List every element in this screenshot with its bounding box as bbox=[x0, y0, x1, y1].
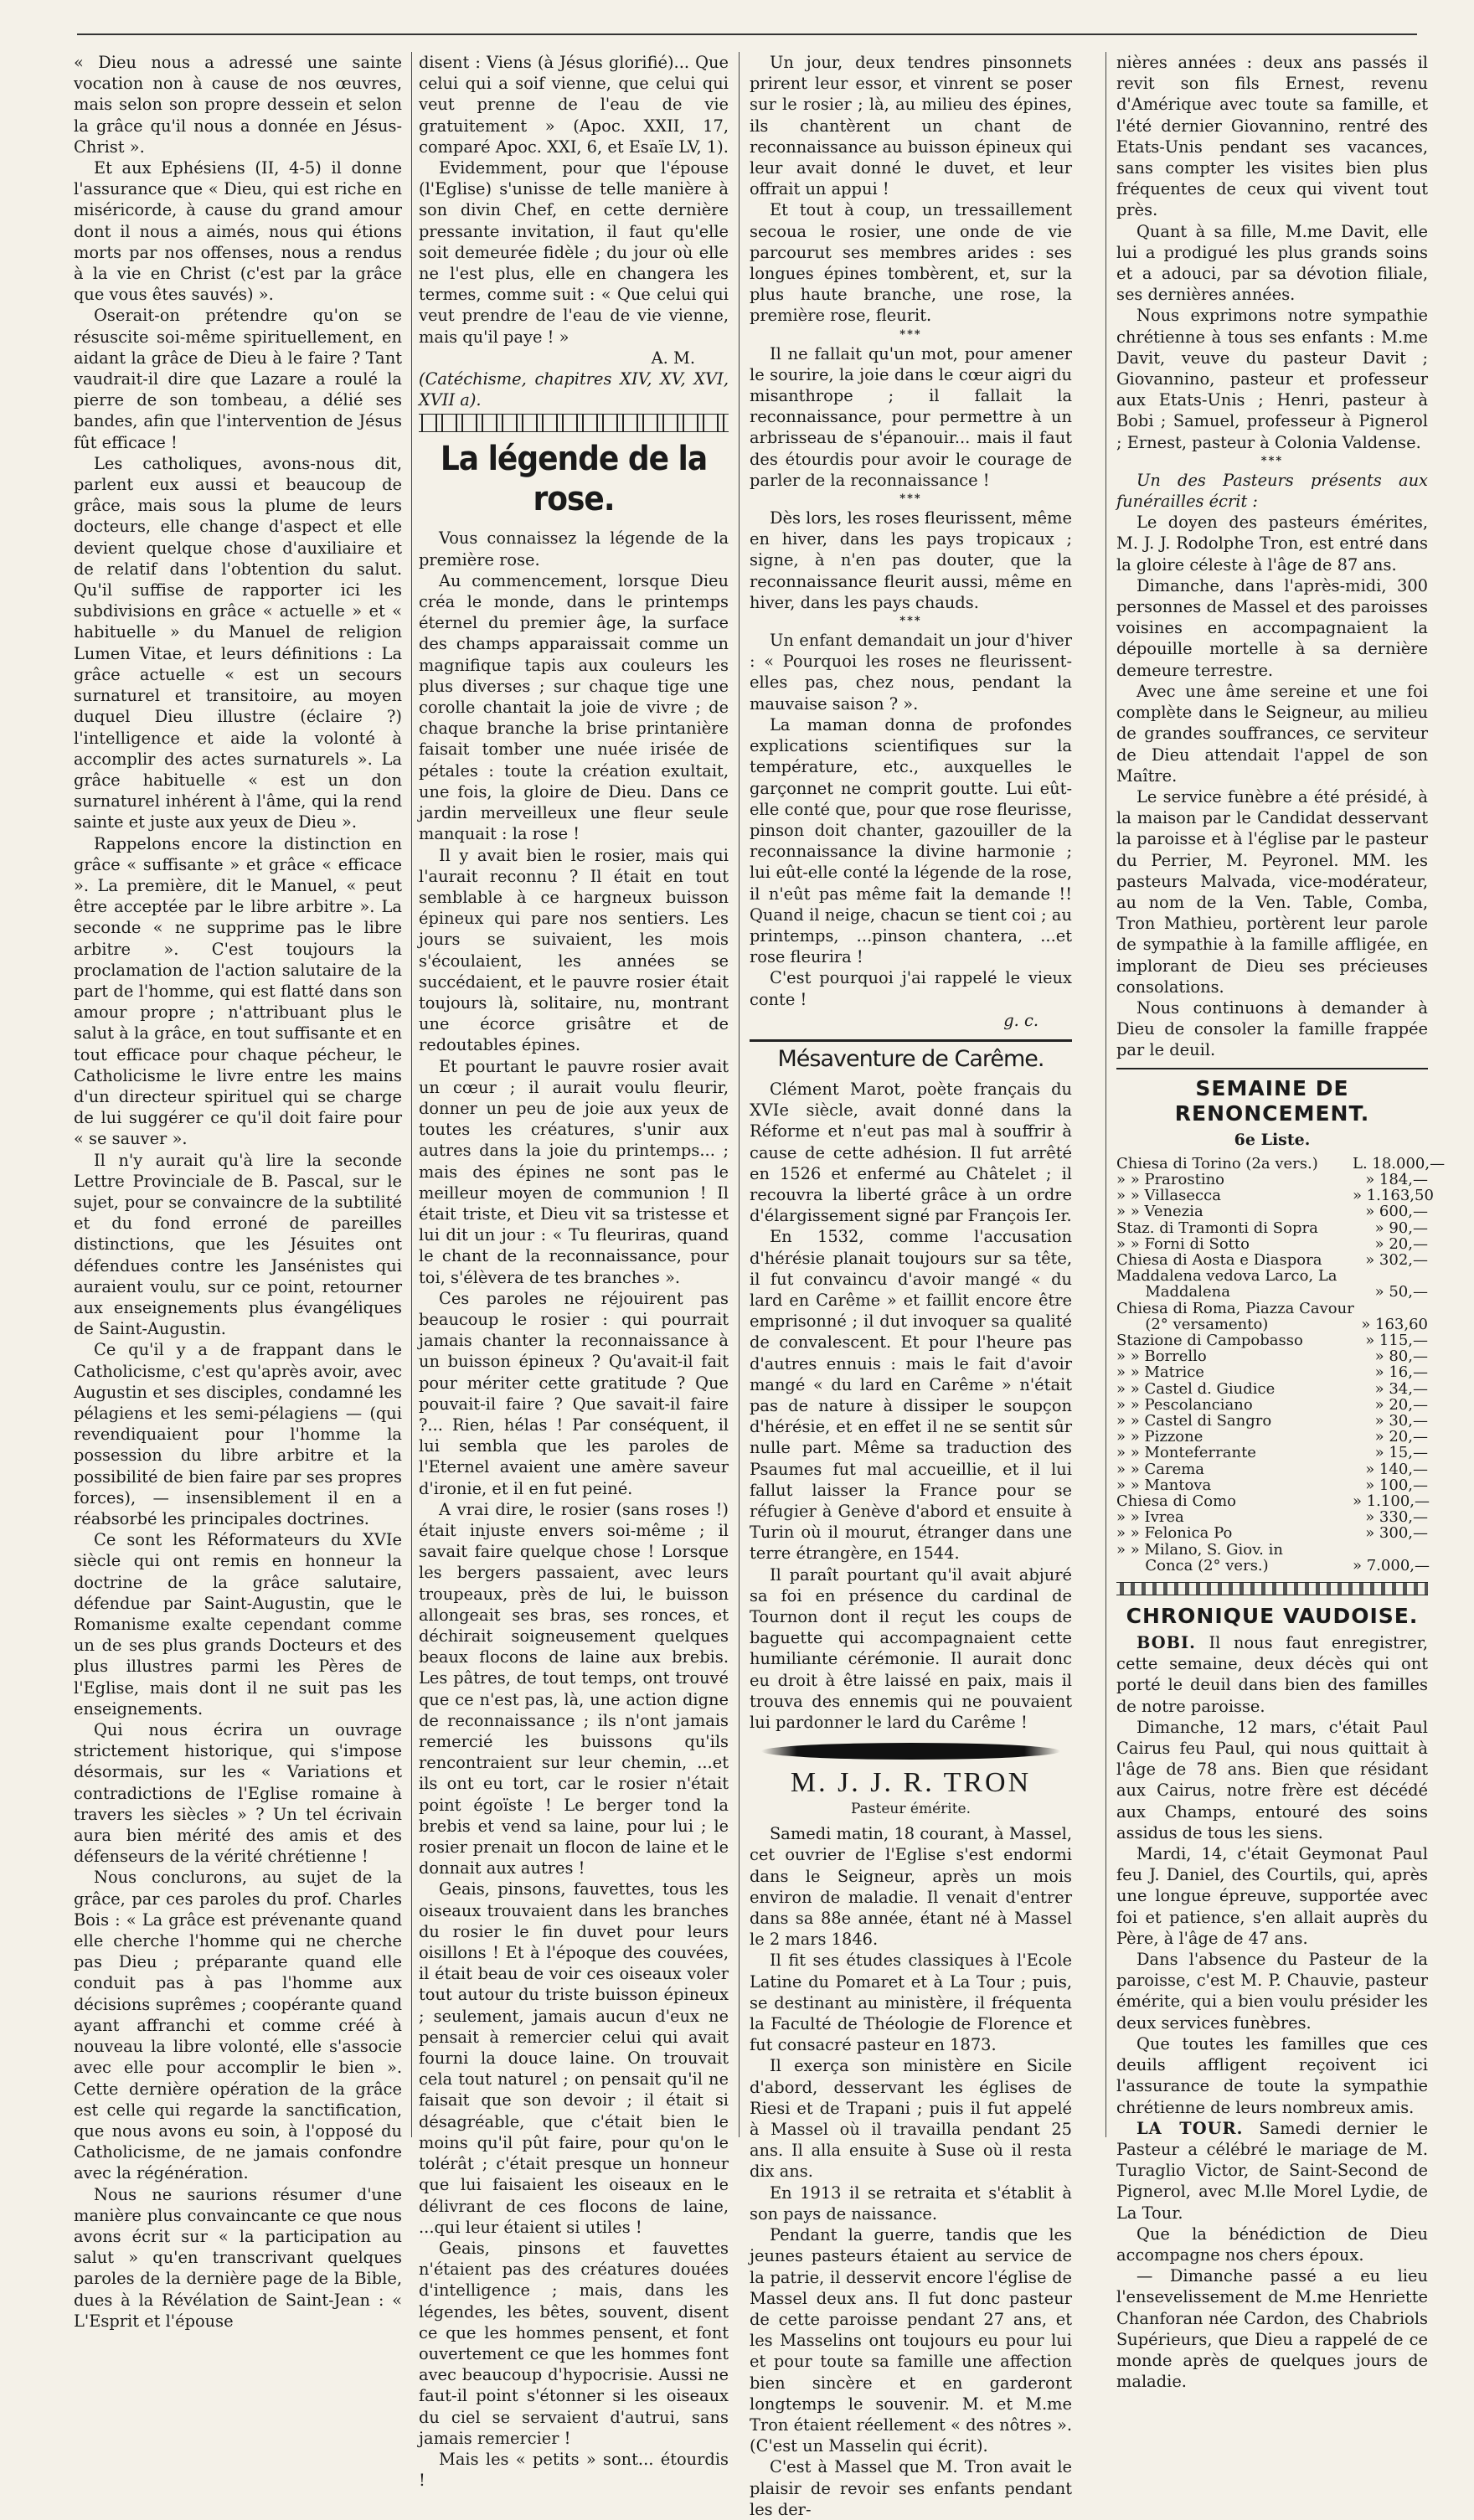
bobi-heading: BOBI. bbox=[1136, 1633, 1196, 1653]
section-stars: *** bbox=[899, 615, 922, 628]
paragraph: C'est pourquoi j'ai rappelé le vieux conte ! bbox=[750, 968, 1072, 1009]
donation-amount: » 100,— bbox=[1365, 1476, 1428, 1494]
ornamental-divider bbox=[761, 1743, 1060, 1760]
donation-amount: » 20,— bbox=[1374, 1234, 1428, 1253]
paragraph: — Dimanche passé a eu lieu l'ensevelissement de M.me Henriette Chanforan née Cardon, des Chabriols Supérieurs, que Dieu a rappelé de ce monde après de quelques jours de maladie. bbox=[1116, 2266, 1428, 2392]
paragraph: Il n'y aurait qu'à lire la seconde Lettre Provinciale de B. Pascal, sur le sujet, pour se convaincre de la subtilité et du fond erroné de pareilles distinctions, que les Jésuites ont défendues contre les Jansénistes qui auraient voulu, sur ce point, retourner aux enseignements plus évangéliques de Saint-Augustin. bbox=[74, 1150, 402, 1339]
donation-row bbox=[1116, 1154, 1446, 1172]
donation-label: » » Venezia bbox=[1116, 1203, 1203, 1221]
donation-label: Chiesa di Como bbox=[1116, 1492, 1236, 1511]
section-stars: *** bbox=[1260, 454, 1284, 467]
donation-label: » » Villasecca bbox=[1116, 1187, 1221, 1205]
article-signature: A. M. bbox=[651, 348, 695, 368]
donation-row bbox=[1116, 1172, 1428, 1188]
paragraph: Nous exprimons notre sympathie chrétienne à tous ses enfants : M.me Davit, veuve du pasteur Davit ; Giovannino, pasteur et professeur aux Etats-Unis ; Henri, pasteur à Bobi ; Samuel, professeur à Pignerol ; Ernest, pasteur à Colonia Valdense. bbox=[1116, 306, 1428, 452]
paragraph: Les catholiques, avons-nous dit, parlent eux aussi et beaucoup de grâce, mais sous la plume de leurs docteurs, elle change d'aspect et elle devient quelque chose d'auxiliaire et de relatif dans l'obtention du salut. Qu'il suffise de rapporter ici les subdivisions en grâce « actuelle » et « habituelle » du Manuel de religion Lumen Vitae, et leurs définitions : La grâce actuelle « est un secours surnaturel et transitoire, au moyen duquel Dieu illustre (éclaire ?) l'intelligence et aide la volonté à accomplir des actes surnaturels ». La grâce habituelle « est un don surnaturel inhérent à l'âme, qui la rend sainte et juste aux yeux de Dieu ». bbox=[74, 453, 402, 832]
donation-label: » » Pescolanciano bbox=[1116, 1395, 1253, 1414]
paragraph: Il fit ses études classiques à l'Ecole Latine du Pomaret et à La Tour ; puis, se destinant au ministère, il fréquenta la Faculté de Théologie de Florence et fut consacré pasteur en 1873. bbox=[750, 1951, 1072, 2055]
paragraph: La maman donna de profondes explications scientifiques sur la température, etc., auxquelles le garçonnet ne comprit goutte. Lui eût-elle conté que, pour que rose fleurisse, pinson doit chanter, gazouiller de la reconnaissance la divine harmonie ; lui eût-elle conté la légende de la rose, il n'eût pas même fait la demande !! Quand il neige, chacun se tient coi ; au printemps, ...pinson chantera, ...et rose fleurira ! bbox=[750, 714, 1072, 967]
paragraph: Il exerça son ministère en Sicile d'abord, desservant les églises de Riesi et de Trapani ; puis il fut appelé à Massel où il travailla pendant 25 ans. Il alla ensuite à Suse où il resta dix ans. bbox=[750, 2056, 1072, 2182]
paragraph: Un enfant demandait un jour d'hiver : « Pourquoi les roses ne fleurissent-elles pas, chez nous, pendant la mauvaise saison ? ». bbox=[750, 631, 1072, 714]
donation-amount: » 600,— bbox=[1365, 1203, 1428, 1221]
paragraph: Dimanche, dans l'après-midi, 300 personnes de Massel et des paroisses voisines en accompagnaient la dépouille mortelle à sa dernière demeure terrestre. bbox=[1116, 575, 1428, 680]
donation-label: » » Ivrea bbox=[1116, 1508, 1184, 1527]
donation-label: » » Pizzone bbox=[1116, 1428, 1203, 1446]
donation-label: » » Milano, S. Giov. in bbox=[1116, 1540, 1283, 1559]
careme-article-title: Mésaventure de Carême. bbox=[777, 1045, 1044, 1072]
ornamental-divider bbox=[1116, 1582, 1428, 1595]
funeral-intro: Un des Pasteurs présents aux funérailles écrit : bbox=[1116, 470, 1428, 512]
semaine-subtitle: 6e Liste. bbox=[1234, 1130, 1311, 1149]
paragraph: En 1913 il se retraita et s'établit à son pays de naissance. bbox=[750, 2182, 1072, 2224]
paragraph: Clément Marot, poète français du XVIe siècle, avait donné dans la Réforme et n'eut pas mal à souffrir à cause de cette adhésion. Il fut arrêté en 1526 et enfermé au Châtelet ; il recouvra la liberté grâce à un ordre d'élargissement signé par François Ier. bbox=[750, 1079, 1072, 1226]
donation-amount: » 80,— bbox=[1374, 1348, 1428, 1366]
paragraph: Oserait-on prétendre qu'on se résuscite soi-même spirituellement, en aidant la grâce de Dieu à le faire ? Tant vaudrait-il dire que Lazare a roulé la pierre de son tombeau, a délié ses bandes, afin que l'intervention de Jésus fût efficace ! bbox=[74, 306, 402, 452]
paragraph: C'est à Massel que M. Tron avait le plaisir de revoir ses enfants pendant les der- bbox=[750, 2457, 1072, 2519]
donation-label: Conca (2° vers.) bbox=[1116, 1556, 1269, 1574]
paragraph: Le doyen des pasteurs émérites, M. J. J. Rodolphe Tron, est entré dans la gloire céleste à l'âge de 87 ans. bbox=[1116, 513, 1428, 575]
paragraph: Qui nous écrira un ouvrage strictement historique, qui s'impose désormais, sur les « Variations et contradictions de l'Eglise romaine à travers les siècles » ? Un tel écrivain aura bien mérité des amis et des défenseurs de la vérité chrétienne ! bbox=[74, 1720, 402, 1867]
donation-label: Chiesa di Torino (2a vers.) bbox=[1116, 1154, 1318, 1172]
donation-amount: » 7.000,— bbox=[1353, 1556, 1430, 1574]
catechism-reference: (Catéchisme, chapitres XIV, XV, XVI, XVII a). bbox=[419, 369, 729, 410]
paragraph: Mardi, 14, c'était Geymonat Paul feu J. Daniel, des Courtils, qui, après une longue épreuve, supportée avec foi et patience, s'en allait auprès du Père, à l'âge de 47 ans. bbox=[1116, 1844, 1428, 1948]
donation-label: » » Felonica Po bbox=[1116, 1524, 1233, 1543]
column-rule bbox=[739, 52, 740, 2137]
donation-amount: » 90,— bbox=[1374, 1219, 1428, 1237]
paragraph: Un jour, deux tendres pinsonnets prirent leur essor, et vinrent se poser sur le rosier ; là, au milieu des épines, ils chantèrent un chant de reconnaissance au buisson épineux qui leur avait donné le duvet, et leur offrait un appui ! bbox=[750, 53, 1072, 199]
donation-amount: » 30,— bbox=[1374, 1412, 1428, 1430]
donation-label: Stazione di Campobasso bbox=[1116, 1331, 1303, 1349]
donation-label: » » Monteferrante bbox=[1116, 1444, 1256, 1462]
donation-row bbox=[1116, 1445, 1428, 1461]
paragraph: A vrai dire, le rosier (sans roses !) était injuste envers soi-même ; il savait faire quelque chose ! Lorsque les bergers passaient, avec leurs troupeaux, près de lui, le buisson allongeait ses bras, ses ronces, et déchirait soigneusement quelques beaux flocons de laine aux brebis. Les pâtres, de tout temps, ont trouvé que ce n'est pas, là, une action digne de reconnaissance ; ils n'ont jamais remercié les buissons qu'ils rencontraient sur leur chemin, ...et ils ont eu tort, car le rosier n'était point égoïste ! Le berger tond la brebis et vend sa laine, pour lui ; le rosier prenait un flocon de laine et le donnait aux autres ! bbox=[419, 1499, 729, 1878]
paragraph: Et pourtant le pauvre rosier avait un cœur ; il aurait voulu fleurir, donner un peu de joie aux yeux de toutes les créatures, s'unir aux autres dans la joie du printemps... ; mais des épines ne sont pas le meilleur moyen de communion ! Il était triste, et Dieu vit sa tristesse et lui dit un jour : « Tu fleuriras, quand le chant de la reconnaissance, pour toi, s'élèvera de tes branches ». bbox=[419, 1056, 729, 1287]
donation-amount: » 34,— bbox=[1374, 1379, 1428, 1398]
donation-row bbox=[1116, 1236, 1428, 1252]
paragraph: Ce qu'il y a de frappant dans le Catholicisme, c'est qu'après avoir, avec Augustin et ses disciples, condamné les pélagiens et les semi-pélagiens — (qui revendiquaient pour l'homme la possession du libre arbitre et la possibilité de bien faire par ses propres forces), — insensiblement il en a réabsorbé les principales doctrines. bbox=[74, 1340, 402, 1529]
latour-heading: LA TOUR. bbox=[1136, 2118, 1244, 2138]
paragraph: Nous continuons à demander à Dieu de consoler la famille frappée par le deuil. bbox=[1116, 997, 1428, 1060]
paragraph: Il paraît pourtant qu'il avait abjuré sa foi en présence du cardinal de Tournon dont il reçut les coups de baguette qui accompagnaient cette humiliante cérémonie. Il aurait donc eu droit à être laissé en paix, mais il trouva des ennemis qui ne pouvaient lui pardonner le lard du Carême ! bbox=[750, 1564, 1072, 1733]
donation-label: Chiesa di Roma, Piazza Cavour bbox=[1116, 1299, 1354, 1317]
donation-row bbox=[1116, 1542, 1428, 1558]
donation-label: » » Mantova bbox=[1116, 1476, 1212, 1494]
donation-label: » » Castel d. Giudice bbox=[1116, 1379, 1276, 1398]
paragraph: Nous ne saurions résumer d'une manière plus convaincante ce que nous avons écrit sur « la participation au salut » qu'en transcrivant quelques paroles de la dernière page de la Bible, dues à la Révélation de Saint-Jean : « L'Esprit et l'épouse bbox=[74, 2184, 402, 2331]
paragraph bbox=[1116, 2118, 1428, 2224]
donation-amount: » 163,60 bbox=[1361, 1315, 1428, 1333]
donation-row bbox=[1116, 1413, 1428, 1429]
donation-amount: » 1.163,50 bbox=[1353, 1187, 1434, 1205]
paragraph: Vous connaissez la légende de la première rose. bbox=[419, 528, 729, 569]
top-rule bbox=[77, 33, 1417, 35]
paragraph: Geais, pinsons, fauvettes, tous les oiseaux trouvaient dans les branches du rosier le fin duvet pour leurs oisillons ! Et à l'époque des couvées, il était beau de voir ces oiseaux voler tout autour du triste buisson épineux ; seulement, jamais aucun d'eux ne pensait à remercier celui qui avait fourni la douce laine. On trouvait cela tout naturel ; on pensait qu'il ne faisait que son devoir ; il était si désagréable, que c'était bien le moins qu'il pût faire, pour qu'on le tolérât ; c'était presque un honneur que lui faisaient les oiseaux en le délivrant de ces flocons de laine, ...qui leur étaient si utiles ! bbox=[419, 1879, 729, 2237]
donation-label: » » Carema bbox=[1116, 1460, 1205, 1478]
section-stars: *** bbox=[899, 492, 922, 506]
donation-amount bbox=[1353, 1542, 1428, 1558]
donation-row bbox=[1116, 1301, 1428, 1317]
donation-row bbox=[1116, 1268, 1428, 1284]
paragraph-text: Samedi dernier le Pasteur a célébré le mariage de M. Turaglio Victor, de Saint-Second de Pignerol, avec M.lle Morel Lydie, de La Tour. bbox=[1116, 2118, 1428, 2223]
tron-subtitle: Pasteur émérite. bbox=[850, 1801, 971, 1818]
donation-label: » » Prarostino bbox=[1116, 1170, 1225, 1188]
donation-label: » » Matrice bbox=[1116, 1363, 1204, 1382]
paragraph: « Dieu nous a adressé une sainte vocation non à cause de nos œuvres, mais selon son propre dessein et selon la grâce qu'il nous a donnée en Jésus-Christ ». bbox=[74, 53, 402, 157]
donation-row bbox=[1116, 1317, 1428, 1332]
paragraph: Samedi matin, 18 courant, à Massel, cet ouvrier de l'Eglise s'est endormi dans le Seigneur, après un mois environ de maladie. Il venait d'entrer dans sa 88e année, étant né à Massel le 2 mars 1846. bbox=[750, 1824, 1072, 1950]
divider bbox=[1116, 1068, 1428, 1069]
donation-label: » » Borrello bbox=[1116, 1348, 1207, 1366]
paragraph: Evidemment, pour que l'épouse (l'Eglise) s'unisse de telle manière à son divin Chef, en cette dernière pressante invitation, il faut qu'elle soit demeurée fidèle ; du jour où elle ne l'est plus, elle en changera les termes, comme suit : « Que celui qui veut prendre de l'eau de vie vienne, mais qu'il paye ! » bbox=[419, 158, 729, 347]
paragraph: Que la bénédiction de Dieu accompagne nos chers époux. bbox=[1116, 2224, 1428, 2265]
donation-amount: » 140,— bbox=[1365, 1460, 1428, 1478]
divider bbox=[750, 1039, 1072, 1042]
rose-article-title: La légende de la rose. bbox=[440, 440, 708, 519]
paragraph: Dimanche, 12 mars, c'était Paul Cairus feu Paul, qui nous quittait à l'âge de 78 ans. Bien que résidant aux Cairus, notre frère est décédé aux Champs, entouré des soins assidus de tous les siens. bbox=[1116, 1717, 1428, 1842]
donation-row bbox=[1116, 1203, 1428, 1219]
paragraph: Ce sont les Réformateurs du XVIe siècle qui ont remis en honneur la doctrine de la grâce salutaire, défendue par Saint-Augustin, que le Romanisme exalte cependant comme un de ses plus grands Docteurs et des plus illustres parmi les Pères de l'Eglise, mais dont il ne suit pas les enseignements. bbox=[74, 1530, 402, 1719]
paragraph: disent : Viens (à Jésus glorifié)... Que celui qui a soif vienne, que celui qui veut prenne de l'eau de vie gratuitement » (Apoc. XXII, 17, comparé Apoc. XXI, 6, et Esaïe LV, 1). bbox=[419, 53, 729, 157]
donation-label: Chiesa di Aosta e Diaspora bbox=[1116, 1250, 1322, 1269]
donation-list bbox=[1116, 1154, 1446, 1574]
donation-row bbox=[1116, 1187, 1434, 1205]
donation-label: Maddalena vedova Larco, La bbox=[1116, 1267, 1337, 1286]
donation-row bbox=[1116, 1284, 1428, 1300]
column-1 bbox=[74, 52, 402, 2331]
paragraph: Dès lors, les roses fleurissent, même en hiver, dans les pays tropicaux ; signe, à n'en pas douter, que la reconnaissance fleurit aussi, même en hiver, dans les pays chauds. bbox=[750, 508, 1072, 612]
paragraph: Quant à sa fille, M.me Davit, elle lui a prodigué les plus grands soins et a adouci, par sa dévotion filiale, ses dernières années. bbox=[1116, 221, 1428, 305]
donation-label: Staz. di Tramonti di Sopra bbox=[1116, 1219, 1318, 1237]
paragraph: Que toutes les familles que ces deuils affligent reçoivent ici l'assurance de toute la sympathie chrétienne de leurs nombreux amis. bbox=[1116, 2033, 1428, 2117]
ornamental-divider bbox=[419, 414, 729, 432]
donation-row bbox=[1116, 1558, 1428, 1574]
donation-row bbox=[1116, 1252, 1428, 1268]
column-rule bbox=[411, 52, 412, 2137]
donation-label: (2° versamento) bbox=[1116, 1315, 1269, 1333]
paragraph: En 1532, comme l'accusation d'hérésie planait toujours sur sa tête, il fut convaincu d'avoir mangé « du lard en Carême » et faillit encore être emprisonné ; il dut invoquer sa qualité de convalescent. Et pour l'heure pas d'autres ennuis : mais le fait d'avoir mangé « du lard en Carême » n'était pas de nature à dissiper le soupçon d'hérésie, et en effet il ne se sentit sûr nulle part. Même sa traduction des Psaumes fut mal accueillie, et il lui fallut laisser la France pour se réfugier à Genève d'abord et ensuite à Turin où il mourut, étranger dans une terre étrangère, en 1544. bbox=[750, 1227, 1072, 1564]
paragraph: Avec une âme sereine et une foi complète dans le Seigneur, au milieu de grandes souffrances, ce serviteur de Dieu attendait l'appel de son Maître. bbox=[1116, 681, 1428, 786]
donation-label: Maddalena bbox=[1116, 1283, 1231, 1301]
donation-amount: » 20,— bbox=[1374, 1395, 1428, 1414]
semaine-title: SEMAINE DE RENONCEMENT. bbox=[1174, 1075, 1370, 1126]
donation-amount: L. 18.000,— bbox=[1353, 1154, 1446, 1172]
donation-row bbox=[1116, 1220, 1428, 1236]
donation-amount: » 115,— bbox=[1365, 1331, 1428, 1349]
paragraph-text: Il nous faut enregistrer, cette semaine, deux décès qui ont porté le deuil dans bien des familles de notre paroisse. bbox=[1116, 1633, 1428, 1716]
section-stars: *** bbox=[899, 327, 922, 341]
paragraph: Au commencement, lorsque Dieu créa le monde, dans le printemps éternel du premier âge, la surface des champs apparaissait comme un magnifique tapis aux couleurs les plus diverses ; sur chaque tige une corolle chantait la joie de vivre ; de chaque branche la brise printanière faisait tomber une nuée irisée de pétales : toute la création exultait, une fois, la gloire de Dieu. Dans ce jardin merveilleux une fleur seule manquait : la rose ! bbox=[419, 570, 729, 844]
column-2 bbox=[419, 52, 729, 2491]
donation-row bbox=[1116, 1477, 1428, 1493]
paragraph: nières années : deux ans passés il revit son fils Ernest, revenu d'Amérique avec toute sa famille, et l'été dernier Giovannino, rentré des Etats-Unis pendant ses vacances, sans compter les visites bien plus fréquentes de ceux qui vivent tout près. bbox=[1116, 53, 1428, 220]
paragraph: Il y avait bien le rosier, mais qui l'aurait reconnu ? Il était en tout semblable à ce hargneux buisson épineux qui pare nos sentiers. Les jours se suivaient, les mois s'écoulaient, les années se succédaient, et le pauvre rosier était toujours là, solitaire, nu, montrant une écorce grisâtre et de redoutables épines. bbox=[419, 845, 729, 1055]
column-4 bbox=[1116, 52, 1446, 2392]
paragraph: Et aux Ephésiens (II, 4-5) il donne l'assurance que « Dieu, qui est riche en miséricorde, à cause du grand amour dont il nous a aimés, nous qui étions morts par nos offenses, nous a rendus à la vie en Christ (c'est par la grâce que vous êtes sauvés) ». bbox=[74, 158, 402, 305]
donation-amount bbox=[1354, 1301, 1428, 1317]
tron-article-title: M. J. J. R. TRON bbox=[790, 1767, 1032, 1799]
donation-row bbox=[1116, 1509, 1428, 1525]
donation-row bbox=[1116, 1493, 1428, 1509]
donation-amount: » 330,— bbox=[1365, 1508, 1428, 1527]
donation-row bbox=[1116, 1332, 1428, 1348]
donation-amount: » 1.100,— bbox=[1353, 1492, 1430, 1511]
donation-amount: » 300,— bbox=[1365, 1524, 1428, 1543]
donation-row bbox=[1116, 1429, 1428, 1445]
paragraph: Mais les « petits » sont... étourdis ! bbox=[419, 2449, 729, 2491]
donation-row bbox=[1116, 1461, 1428, 1477]
donation-amount: » 302,— bbox=[1365, 1250, 1428, 1269]
paragraph: Il ne fallait qu'un mot, pour amener le sourire, la joie dans le cœur aigri du misanthrope ; il fallait la reconnaissance, pour permettre à un arbrisseau de s'épanouir... mais il faut des étourdis pour avoir le courage de parler de la reconnaissance ! bbox=[750, 343, 1072, 490]
donation-label: » » Castel di Sangro bbox=[1116, 1412, 1272, 1430]
donation-amount: » 50,— bbox=[1374, 1283, 1428, 1301]
paragraph: Geais, pinsons et fauvettes n'étaient pas des créatures douées d'intelligence ; mais, dans les légendes, les bêtes, souvent, disent ce que les hommes pensent, et font ouvertement ce que les hommes font avec beaucoup d'hypocrisie. Aussi ne faut-il point s'étonner si les oiseaux du ciel se servaient d'autrui, sans jamais remercier ! bbox=[419, 2238, 729, 2448]
paragraph: Ces paroles ne réjouirent pas beaucoup le rosier : qui pourrait jamais chanter la reconnaissance à un buisson épineux ? Qu'avait-il fait pour mériter cette gratitude ? Que pouvait-il faire ? Que savait-il faire ?... Rien, hélas ! Par conséquent, il lui sembla que les paroles de l'Eternel avaient une amère saveur d'ironie, et il en fut peiné. bbox=[419, 1288, 729, 1498]
donation-label: » » Forni di Sotto bbox=[1116, 1234, 1250, 1253]
donation-amount: » 15,— bbox=[1374, 1444, 1428, 1462]
donation-row bbox=[1116, 1381, 1428, 1397]
paragraph: Le service funèbre a été présidé, à la maison par le Candidat desservant la paroisse et à l'église par le pasteur du Perrier, M. Peyronel. MM. les pasteurs Malvada, vice-modérateur, au nom de la Ven. Table, Comba, Tron Mathieu, portèrent leur parole de sympathie à la famille affligée, en implorant de Dieu ses précieuses consolations. bbox=[1116, 786, 1428, 997]
paragraph: Dans l'absence du Pasteur de la paroisse, c'est M. P. Chauvie, pasteur émérite, qui a bien voulu présider les deux services funèbres. bbox=[1116, 1950, 1428, 2033]
paragraph: Et tout à coup, un tressaillement secoua le rosier, une onde de vie parcourut ses membres arides : ses longues épines tombèrent, et, sur la plus haute branche, une rose, la première rose, fleurit. bbox=[750, 200, 1072, 326]
paragraph bbox=[1116, 1632, 1428, 1717]
donation-amount bbox=[1353, 1268, 1428, 1284]
article-signature: g. c. bbox=[1003, 1010, 1038, 1030]
paragraph: Rappelons encore la distinction en grâce « suffisante » et grâce « efficace ». La première, dit le Manuel, « peut être acceptée par le libre arbitre ». La seconde « ne supprime pas le libre arbitre ». C'est toujours la proclamation de l'action salutaire de la part de l'homme, qui est flatté dans son amour propre ; n'attribuant plus le salut à la grâce, en tout suffisante et en tout efficace pour chaque pécheur, le Catholicisme le livre entre les mains d'un directeur spirituel qui se charge de lui suggérer ce qu'il doit faire pour « se sauver ». bbox=[74, 833, 402, 1149]
paragraph: Pendant la guerre, tandis que les jeunes pasteurs étaient au service de la patrie, il desservit encore l'église de Massel deux ans. Il fut donc pasteur de cette paroisse pendant 27 ans, et les Masselins ont toujours eu pour lui et pour toute sa famille une affection bien sincère et en garderont longtemps le souvenir. M. et M.me Tron étaient réellement « des nôtres ». (C'est un Masselin qui écrit). bbox=[750, 2225, 1072, 2456]
column-3 bbox=[750, 52, 1072, 2519]
donation-row bbox=[1116, 1364, 1428, 1380]
donation-amount: » 20,— bbox=[1374, 1428, 1428, 1446]
donation-row bbox=[1116, 1348, 1428, 1364]
donation-row bbox=[1116, 1397, 1428, 1413]
chronique-title: CHRONIQUE VAUDOISE. bbox=[1126, 1604, 1419, 1629]
paragraph: Nous conclurons, au sujet de la grâce, par ces paroles du prof. Charles Bois : « La grâce est prévenante quand elle cherche l'homme qui ne cherche pas Dieu ; préparante quand elle conduit pas à pas l'homme aux décisions suprêmes ; coopérante quand ayant affranchi et comme créé à nouveau la libre volonté, elle s'associe avec elle pour accomplir le bien ». Cette dernière opération de la grâce est celle qui regarde la sanctification, que nous avons eu soin, à l'opposé du Catholicisme, de ne jamais confondre avec la régénération. bbox=[74, 1868, 402, 2183]
donation-amount: » 16,— bbox=[1374, 1363, 1428, 1382]
donation-amount: » 184,— bbox=[1365, 1170, 1428, 1188]
donation-row bbox=[1116, 1525, 1428, 1541]
